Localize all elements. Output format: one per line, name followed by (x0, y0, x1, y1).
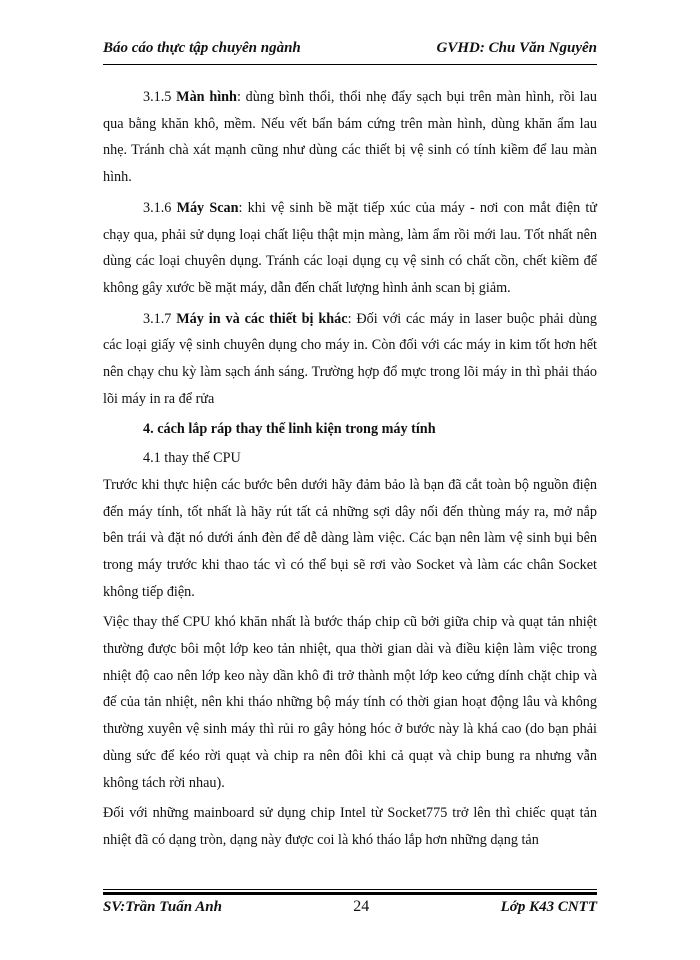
section-3-1-5 (103, 84, 597, 191)
section-number: 3.1.7 (143, 310, 172, 327)
section-4-heading: 4. cách lắp ráp thay thế linh kiện trong máy tính (143, 421, 436, 438)
footer-rule-bottom (103, 892, 597, 895)
page-number: 24 (353, 898, 370, 915)
section-number: 3.1.6 (143, 199, 172, 216)
section-term: Màn hình (176, 89, 237, 105)
page-footer (103, 898, 597, 916)
section-4-1-heading: 4.1 thay thế CPU (143, 450, 241, 467)
section-text: : Đối với các máy in laser buộc phải dùng các loại giấy vệ sinh chuyên dụng cho máy in. Còn đối với các máy in kim tốt hơn hết nên chạy chu kỳ làm sạch ánh sáng. Trường hợp đổ mực trong lõi máy in thì phải tháo lõi máy in ra để rửa (103, 310, 597, 407)
page-body (103, 84, 597, 858)
section-term: Máy Scan (176, 199, 239, 216)
footer-rule-top (103, 889, 597, 890)
paragraph-2: Việc thay thế CPU khó khăn nhất là bước tháp chip cũ bởi giữa chip và quạt tản nhiệt thường được bôi một lớp keo tản nhiệt, qua thời gian dài và điều kiện làm việc trong nhiệt độ cao nên lớp keo này dần khô đi trở thành một lớp keo cứng dính chặt chip và đế của tản nhiệt, nên khi tháo những bộ máy tính có thời gian hoạt động lâu và không thường xuyên vệ sinh máy thì rủi ro gây hỏng hóc ở bước này là khá cao (do bạn phải dùng sức để kéo rời quạt và chip ra nên đôi khi cả quạt và chip bung ra nhưng vẫn không tách rời nhau). (103, 614, 597, 791)
footer-student: SV:Trần Tuấn Anh (103, 899, 222, 915)
paragraph-1: Trước khi thực hiện các bước bên dưới hãy đảm bảo là bạn đã cắt toàn bộ nguồn điện đến máy tính, tốt nhất là hãy rút tất cả những sợi dây nối đến thùng máy ra, mở nắp bên trái và đặt nó dưới ánh đèn để dễ dàng làm việc. Các bạn nên làm vệ sinh bụi bên trong máy trước khi thao tác vì có thể bụi sẽ rơi vào Socket và làm các chân Socket không tiếp điện. (103, 476, 597, 600)
section-term: Máy in và các thiết bị khác (176, 310, 348, 327)
page-header (103, 40, 597, 57)
section-number: 3.1.5 (143, 89, 172, 105)
paragraph-3: Đối với những mainboard sử dụng chip Intel từ Socket775 trở lên thì chiếc quạt tản nhiệt đã có dạng tròn, dạng này được coi là khó tháo lắp hơn những dạng tản (103, 805, 597, 848)
section-text: : khi vệ sinh bề mặt tiếp xúc của máy - nơi con mắt điện tử chạy qua, phải sử dụng loại chất liệu thật mịn màng, làm ẩm rồi mới lau. Tốt nhất nên dùng các loại chuyên dụng. Tránh các loại dụng cụ vệ sinh có chất cồn, chết kiềm để không gây xước bề mặt máy, dẫn đến chất lượng hình ảnh scan bị giảm. (103, 199, 598, 296)
section-text: : dùng bình thổi, thổi nhẹ đẩy sạch bụi trên màn hình, rồi lau qua bằng khăn khô, mềm. Nếu vết bẩn bám cứng trên màn hình, dùng khăn ẩm lau nhẹ. Tránh chà xát mạnh cũng như dùng các thiết bị vệ sinh có tính kiềm để lau màn hình. (103, 89, 598, 186)
section-3-1-7 (103, 306, 597, 413)
section-3-1-6 (103, 195, 597, 302)
header-report-title: Báo cáo thực tập chuyên ngành (103, 40, 301, 56)
footer-class: Lớp K43 CNTT (500, 899, 597, 915)
header-supervisor: GVHD: Chu Văn Nguyên (436, 40, 597, 56)
header-rule (103, 64, 597, 65)
